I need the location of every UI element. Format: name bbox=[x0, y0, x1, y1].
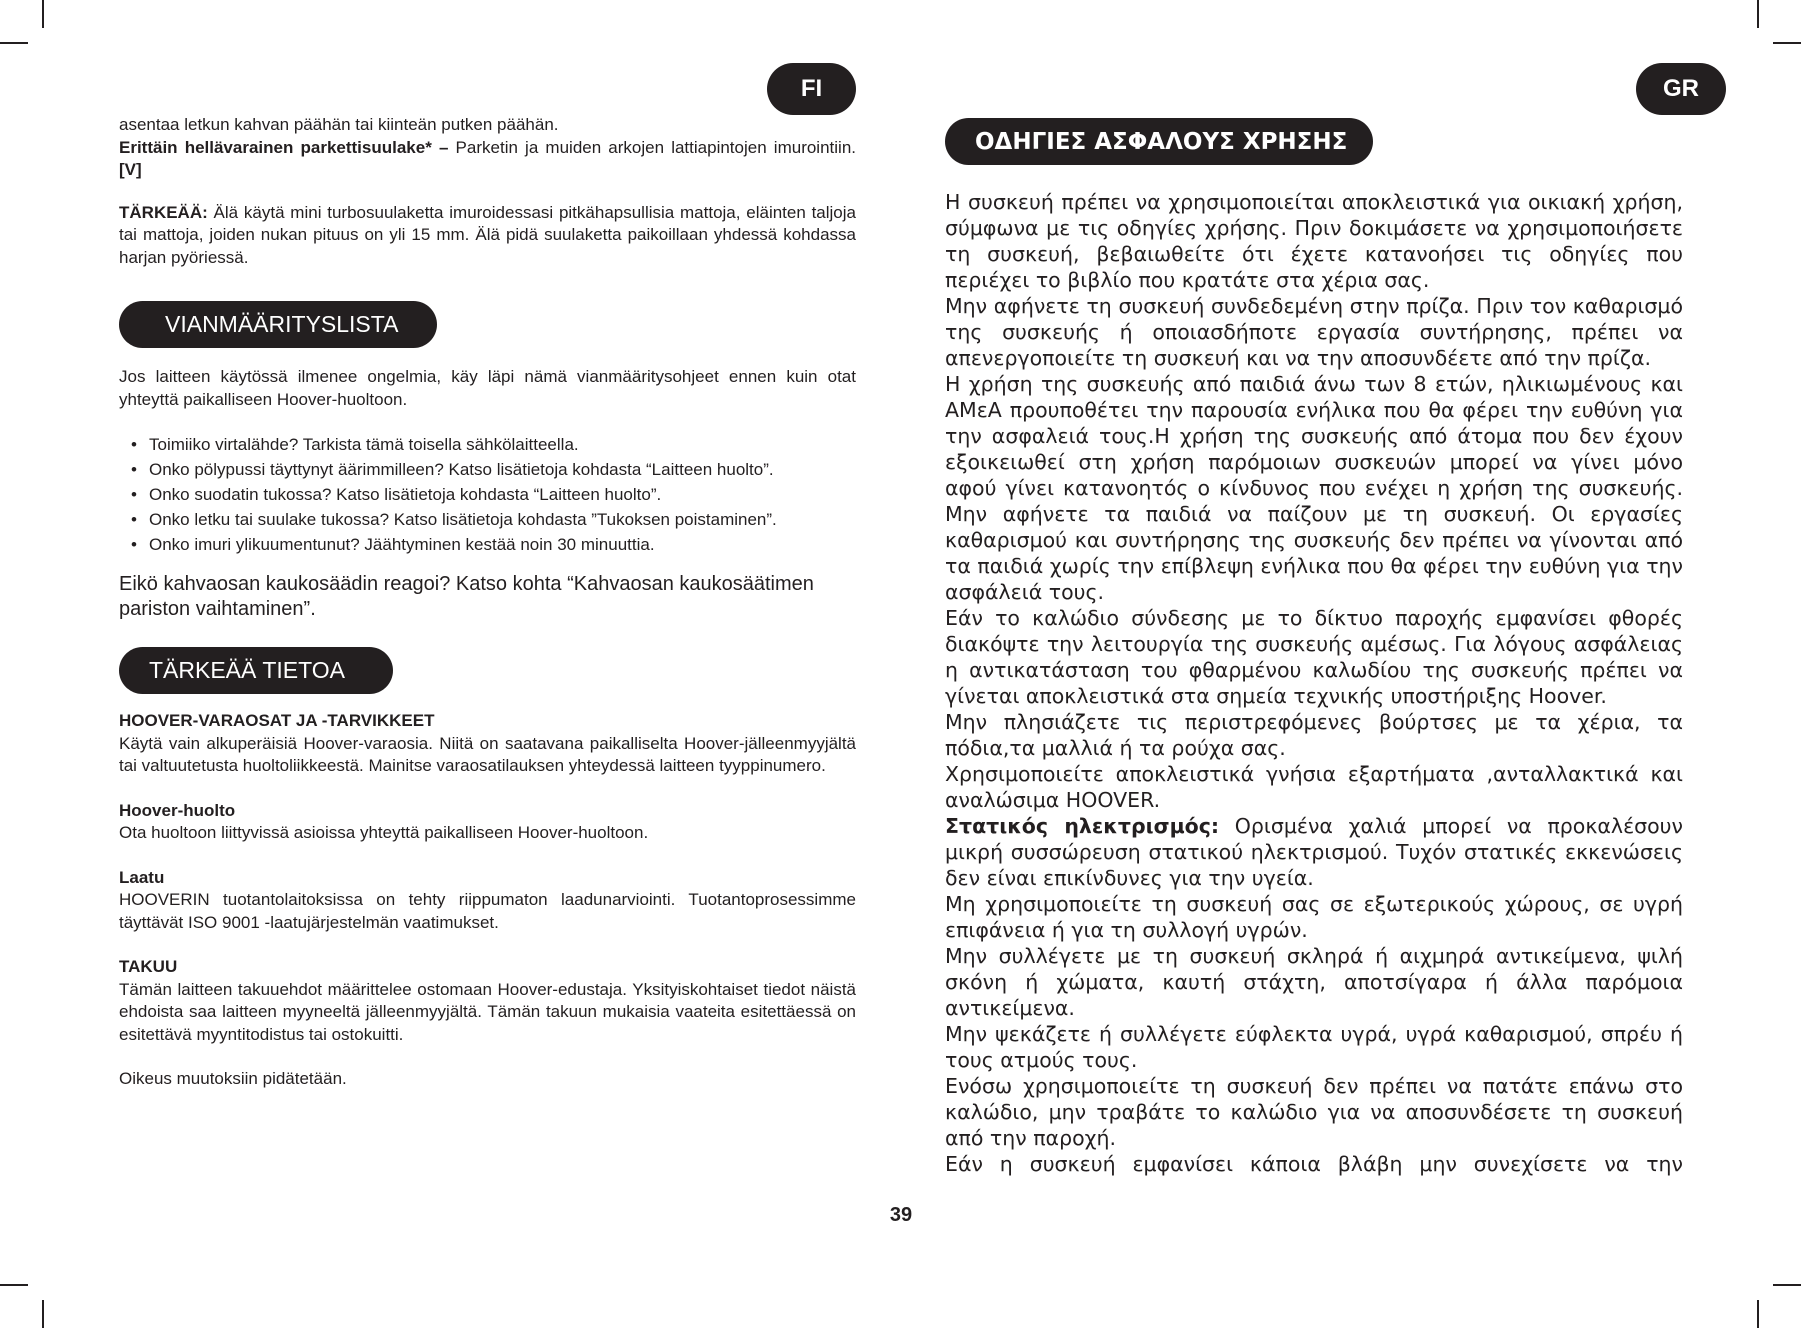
parquet-nozzle-paragraph bbox=[119, 137, 856, 182]
language-tab-fi: FI bbox=[767, 63, 856, 115]
troubleshooting-intro: Jos laitteen käytössä ilmenee ongelmia, käy läpi nämä vianmääritysohjeet ennen kuin otat yhteyttä paikalliseen Hoover-huoltoon. bbox=[119, 367, 856, 409]
safety-paragraph: Εάν η συσκευή εμφανίσει κάποια βλάβη μην συνεχίσετε να την bbox=[945, 1152, 1683, 1176]
crop-mark bbox=[1757, 1300, 1759, 1328]
safety-paragraph: Μη χρησιμοποιείτε τη συσκευή σας σε εξωτερικούς χώρους, σε υγρή επιφάνεια ή για τη συλλογή υγρών. bbox=[945, 892, 1683, 942]
page-number: 39 bbox=[889, 1204, 913, 1226]
warranty-title: TAKUU bbox=[119, 957, 178, 976]
important-text: Älä käytä mini turbosuulaketta imuroidessasi pitkähapsullisia mattoja, eläinten taljoja tai mattoja, joiden nukan pituus on yli 15 mm. Älä pidä suulaketta paikoillaan yhdessä kohdassa harjan pyöriessä. bbox=[119, 202, 856, 267]
list-item: • Onko letku tai suulake tukossa? Katso lisätietoja kohdasta ”Tukoksen poistaminen”. bbox=[119, 507, 856, 532]
safety-paragraph: Μην πλησιάζετε τις περιστρεφόμενες βούρτσες με τα χέρια, τα πόδια,τα μαλλιά ή τα ρούχα σας. bbox=[945, 710, 1683, 760]
remote-note: Eikö kahvaosan kaukosäädin reagoi? Katso kohta “Kahvaosan kaukosäätimen pariston vaihtaminen”. bbox=[119, 573, 814, 620]
list-item: • Onko imuri ylikuumentunut? Jäähtyminen kestää noin 30 minuuttia. bbox=[119, 532, 856, 557]
static-electricity-paragraph bbox=[945, 813, 1683, 891]
safety-paragraph: Εάν το καλώδιο σύνδεσης με το δίκτυο παροχής εμφανίσει φθορές διακόψτε την λειτουργία της συσκευής αμέσως. Για λόγους ασφάλειας η αντικατάσταση του φθαρμένου καλωδίου της συσκευής πρέπει να γίνεται αποκλειστικά στα σημεία τεχνικής υποστήριξης Hoover. bbox=[945, 606, 1683, 708]
language-tab-gr: GR bbox=[1636, 63, 1726, 115]
service-title: Hoover-huolto bbox=[119, 800, 236, 820]
quality-text: HOOVERIN tuotantolaitoksissa on tehty riippumaton laadunarviointi. Tuotantoprosessimme täyttävät ISO 9001 -laatujärjestelmän vaatimukset. bbox=[119, 890, 856, 932]
intro-line: asentaa letkun kahvan päähän tai kiinteän putken päähän. bbox=[119, 115, 559, 134]
safety-paragraph: Χρησιμοποιείτε αποκλειστικά γνήσια εξαρτήματα ,ανταλλακτικά και αναλώσιμα HOOVER. bbox=[945, 762, 1683, 812]
parquet-nozzle-text: Parketin ja muiden arkojen lattiapintojen imurointiin. bbox=[448, 137, 856, 157]
crop-mark bbox=[42, 1300, 44, 1328]
rights-note: Oikeus muutoksiin pidätetään. bbox=[119, 1069, 347, 1088]
crop-mark bbox=[0, 42, 28, 44]
safety-instructions-heading: ΟΔΗΓΙΕΣ ΑΣΦΑΛΟΥΣ ΧΡΗΣΗΣ bbox=[945, 118, 1373, 165]
list-item: • Toimiiko virtalähde? Tarkista tämä toisella sähkölaitteella. bbox=[119, 432, 856, 457]
crop-mark bbox=[1757, 0, 1759, 28]
list-item: • Onko suodatin tukossa? Katso lisätietoja kohdasta “Laitteen huolto”. bbox=[119, 482, 856, 507]
crop-mark bbox=[0, 1284, 28, 1286]
crop-mark bbox=[42, 0, 44, 28]
important-info-heading: TÄRKEÄÄ TIETOA bbox=[119, 647, 393, 694]
safety-paragraph: Μην ψεκάζετε ή συλλέγετε εύφλεκτα υγρά, υγρά καθαρισμού, σπρέυ ή τους ατμούς τους. bbox=[945, 1022, 1683, 1072]
safety-paragraph: Μην συλλέγετε με τη συσκευή σκληρά ή αιχμηρά αντικείμενα, ψιλή σκόνη ή χώματα, καυτή στάχτη, αποτσίγαρα ή άλλα παρόμοια αντικείμενα. bbox=[945, 944, 1683, 1020]
static-electricity-label: Στατικός ηλεκτρισμός: bbox=[945, 814, 1220, 838]
greek-column bbox=[945, 118, 1683, 1177]
list-item: • Onko pölypussi täyttynyt äärimmilleen? Katso lisätietoja kohdasta “Laitteen huolto”. bbox=[119, 457, 856, 482]
important-label: TÄRKEÄÄ: bbox=[119, 202, 208, 222]
safety-paragraph: Μην αφήνετε τη συσκευή συνδεδεμένη στην πρίζα. Πριν τον καθαρισμό της συσκευής ή οποιασδήποτε εργασία συντήρησης, πρέπει να απενεργοποιείτε τη συσκευή και να την αποσυνδέετε από την πρίζα. bbox=[945, 294, 1683, 370]
safety-paragraph: Η συσκευή πρέπει να χρησιμοποιείται αποκλειστικά για οικιακή χρήση, σύμφωνα με τις οδηγίες χρήσης. Πριν δοκιμάσετε να χρησιμοποιήσετε τη συσκευή, βεβαιωθείτε ότι έχετε κατανοήσει τις οδηγίες που περιέχει το βιβλίο που κρατάτε στα χέρια σας. bbox=[945, 190, 1683, 292]
safety-paragraph: Ενόσω χρησιμοποιείτε τη συσκευή δεν πρέπει να πατάτε επάνω στο καλώδιο, μην τραβάτε το καλώδιο για να αποσυνδέσετε τη συσκευή από την παροχή. bbox=[945, 1074, 1683, 1150]
troubleshooting-list bbox=[119, 432, 856, 557]
important-paragraph bbox=[119, 202, 856, 270]
warranty-text: Tämän laitteen takuuehdot määrittelee ostomaan Hoover-edustaja. Yksityiskohtaiset tiedot näistä ehdoista saa laitteen myyneeltä jälleenmyyjältä. Tämän takuun mukaisia vaateita esitettäessä on esitettävä myyntitodistus tai ostokuitti. bbox=[119, 979, 856, 1044]
parquet-nozzle-title: Erittäin hellävarainen parkettisuulake* – bbox=[119, 137, 449, 157]
crop-mark bbox=[1773, 42, 1801, 44]
crop-mark bbox=[1773, 1284, 1801, 1286]
service-text: Ota huoltoon liittyvissä asioissa yhteyttä paikalliseen Hoover-huoltoon. bbox=[119, 823, 649, 842]
quality-title: Laatu bbox=[119, 867, 165, 887]
safety-paragraph: Η χρήση της συσκευής από παιδιά άνω των 8 ετών, ηλικιωμένους και ΑΜεΑ προυποθέτει την παρουσία ενήλικα που θα φέρει την ευθύνη για την ασφαλειά τους.Η χρήση της συσκευής από άτομα που δεν έχουν εξοικειωθεί στη χρήση παρόμοιων συσκευών μπορεί να γίνει μόνο αφού γίνει κατανοητός ο κίνδυνος που ενέχει η χρήση της συσκευής. Μην αφήνετε τα παιδιά να παίζουν με τη συσκευή. Οι εργασίες καθαρισμού και συντήρησης της συσκευής δεν πρέπει να γίνονται από τα παιδιά χωρίς την επίβλεψη ενήλικα που θα φέρει την ευθύνη για την ασφάλειά τους. bbox=[945, 372, 1683, 604]
spares-text: Käytä vain alkuperäisiä Hoover-varaosia. Niitä on saatavana paikalliselta Hoover-jälleenmyyjältä tai valtuutetusta huoltoliikkeestä. Mainitse varaosatilauksen yhteydessä laitteen tyyppinumero. bbox=[119, 733, 856, 775]
spares-title: HOOVER-VARAOSAT JA -TARVIKKEET bbox=[119, 711, 435, 730]
parquet-nozzle-ref: [V] bbox=[119, 160, 142, 179]
static-electricity-text: Ορισμένα χαλιά μπορεί να προκαλέσουν μικρή συσσώρευση στατικού ηλεκτρισμού. Τυχόν στατικές εκκενώσεις δεν είναι επικίνδυνες για την υγεία. bbox=[945, 814, 1683, 890]
troubleshooting-heading: VIANMÄÄRITYSLISTA bbox=[119, 301, 437, 348]
finnish-column bbox=[119, 114, 856, 1091]
